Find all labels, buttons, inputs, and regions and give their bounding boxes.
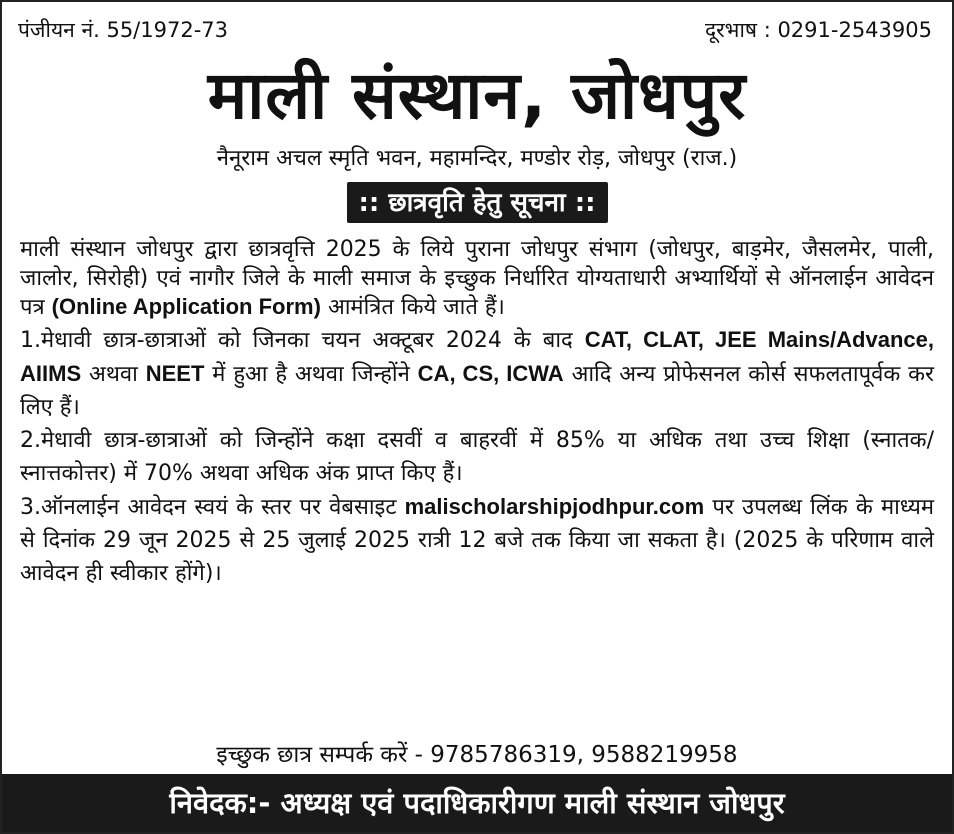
organization-address: नैनूराम अचल स्मृति भवन, महामन्दिर, मण्डोर रोड़, जोधपुर (राज.): [216, 146, 738, 171]
notice-banner-container: [2, 182, 952, 223]
point-2-text: 2.मेधावी छात्र-छात्राओं को जिन्होंने कक्षा दसवीं व बाहरवीं में 85% या अधिक तथा उच्च शिक्षा (स्नातक/स्नात्तकोत्तर) में 70% अथवा अधिक अंक प्राप्त किए हैं।: [20, 427, 934, 486]
point-1-text-e: में हुआ है अथवा जिन्होंने: [212, 361, 410, 387]
point-1-text-a: 1.मेधावी छात्र-छात्राओं को जिनका चयन अक्टूबर 2024 के बाद: [20, 327, 573, 353]
top-line: [18, 16, 932, 44]
intro-english-form: (Online Application Form): [51, 294, 321, 319]
organization-title: माली संस्थान, जोधपुर: [207, 57, 747, 134]
point-3: [20, 490, 934, 590]
point-3-website-link[interactable]: malischolarshipjodhpur.com: [404, 493, 705, 519]
point-3-text-a: 3.ऑनलाईन आवेदन स्वयं के स्तर पर वेबसाइट: [20, 494, 397, 520]
point-2: [20, 424, 934, 490]
point-1-text-g: आदि अन्य प्रोफेसनल कोर्स सफलतापूर्वक कर लिए हैं।: [20, 361, 935, 420]
point-1-exams: CAT, CLAT, JEE Mains/Advance, AIIMS: [20, 326, 934, 386]
point-1-courses: CA, CS, ICWA: [417, 360, 564, 386]
registration-number: पंजीयन नं. 55/1972-73: [18, 18, 229, 42]
point-1-neet: NEET: [145, 360, 205, 386]
notice-body: [20, 236, 934, 590]
point-1-text-c: अथवा: [89, 361, 138, 387]
intro-paragraph: [20, 236, 934, 323]
footer-banner: निवेदक:- अध्यक्ष एवं पदाधिकारीगण माली संस्थान जोधपुर: [2, 774, 952, 832]
intro-end: आमंत्रित किये जाते हैं।: [327, 295, 505, 320]
contact-line: इच्छुक छात्र सम्पर्क करें - 9785786319, 9588219958: [216, 742, 738, 768]
intro-text: माली संस्थान जोधपुर द्वारा छात्रवृत्ति 2025 के लिये पुराना जोधपुर संभाग (जोधपुर, बाड़मेर, जैसलमेर, पाली, जालोर, सिरोही) एवं नागौर जिले के माली समाज के इच्छुक निर्धारित योग्यताधारी अभ्यार्थियों से ऑनलाईन आवेदन पत्र: [20, 237, 934, 320]
point-1: [20, 323, 934, 424]
point-3-text-b: पर उपलब्ध लिंक के माध्यम से दिनांक 29 जून 2025 से 25 जुलाई 2025 रात्री 12 बजे तक किया जा सकता है। (2025 के परिणाम वाले आवेदन ही स्वीकार होंगे)।: [20, 494, 934, 586]
notice-banner: :: छात्रवृति हेतु सूचना ::: [347, 182, 608, 223]
phone-number: दूरभाष : 0291-2543905: [704, 18, 932, 42]
